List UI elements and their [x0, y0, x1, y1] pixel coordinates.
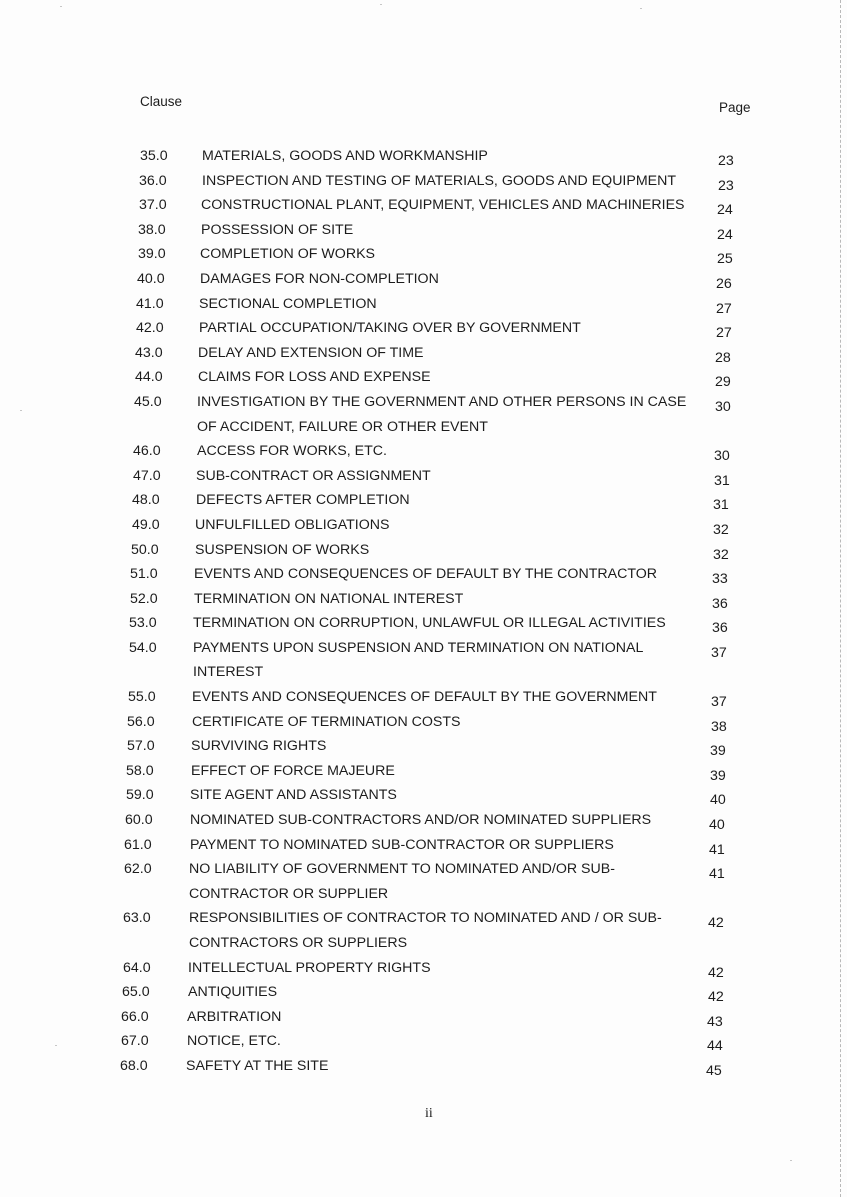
clause-number: 67.0 — [121, 1033, 149, 1050]
clause-number: 35.0 — [140, 148, 168, 164]
clause-number: 44.0 — [135, 369, 163, 386]
toc-entry — [0, 685, 847, 710]
toc-entry — [0, 193, 847, 218]
clause-title: EVENTS AND CONSEQUENCES OF DEFAULT BY THE CONTRACTOR — [194, 566, 658, 583]
scan-speck — [640, 8, 642, 9]
clause-title: MATERIALS, GOODS AND WORKMANSHIP — [202, 148, 488, 164]
clause-title: SURVIVING RIGHTS — [191, 738, 327, 755]
clause-page-number: 36 — [712, 595, 728, 612]
toc-entry — [0, 636, 847, 685]
clause-page-number: 41 — [709, 841, 725, 858]
scan-speck — [60, 6, 62, 7]
toc-entry — [0, 759, 847, 784]
toc-entry — [0, 316, 847, 341]
clause-number: 37.0 — [139, 197, 167, 214]
table-of-contents — [0, 144, 847, 1079]
toc-entry — [0, 169, 847, 194]
clause-number: 56.0 — [127, 713, 155, 730]
clause-title: COMPLETION OF WORKS — [200, 246, 375, 263]
clause-number: 58.0 — [126, 762, 154, 779]
clause-number: 51.0 — [130, 566, 158, 583]
clause-number: 47.0 — [133, 467, 161, 484]
clause-number: 50.0 — [131, 541, 159, 558]
clause-page-number: 40 — [710, 792, 726, 809]
clause-page-number: 31 — [713, 497, 729, 514]
clause-title: EFFECT OF FORCE MAJEURE — [191, 762, 395, 779]
scan-speck — [380, 4, 382, 5]
toc-entry — [0, 783, 847, 808]
clause-number: 45.0 — [134, 393, 162, 410]
scan-speck — [790, 1160, 792, 1161]
clause-page-number: 39 — [710, 767, 726, 784]
clause-number: 60.0 — [125, 812, 153, 829]
clause-page-number: 24 — [717, 202, 733, 219]
toc-entry — [0, 538, 847, 563]
clause-page-number: 39 — [710, 743, 726, 760]
clause-page-number: 44 — [707, 1038, 723, 1055]
clause-number: 40.0 — [137, 270, 165, 287]
clause-page-number: 24 — [717, 226, 733, 243]
toc-entry — [0, 587, 847, 612]
clause-page-number: 32 — [713, 521, 729, 538]
clause-number: 66.0 — [121, 1008, 149, 1025]
toc-entry — [0, 267, 847, 292]
clause-number: 49.0 — [132, 516, 160, 533]
clause-page-number: 25 — [717, 251, 733, 268]
toc-entry — [0, 218, 847, 243]
clause-page-number: 31 — [714, 472, 730, 489]
clause-title: NOTICE, ETC. — [187, 1033, 281, 1050]
clause-page-number: 41 — [709, 866, 725, 883]
clause-number: 53.0 — [129, 615, 157, 632]
toc-entry — [0, 488, 847, 513]
clause-page-number: 27 — [716, 325, 732, 342]
clause-number: 55.0 — [128, 689, 156, 706]
clause-page-number: 42 — [708, 989, 724, 1006]
clause-column-header: Clause — [140, 94, 183, 109]
clause-title: NO LIABILITY OF GOVERNMENT TO NOMINATED AND/OR SUB-CONTRACTOR OR SUPPLIER — [189, 861, 615, 902]
clause-title: NOMINATED SUB-CONTRACTORS AND/OR NOMINATED SUPPLIERS — [190, 812, 652, 829]
clause-title: PAYMENT TO NOMINATED SUB-CONTRACTOR OR SUPPLIERS — [190, 836, 614, 853]
clause-title: TERMINATION ON NATIONAL INTEREST — [194, 590, 464, 607]
clause-number: 36.0 — [139, 172, 167, 189]
clause-title: DELAY AND EXTENSION OF TIME — [198, 344, 424, 361]
page-number: ii — [425, 1106, 433, 1121]
page-column-header: Page — [719, 100, 751, 115]
clause-number: 59.0 — [126, 787, 154, 804]
clause-page-number: 30 — [714, 448, 730, 465]
toc-entry — [0, 1005, 847, 1030]
clause-number: 63.0 — [123, 910, 151, 927]
clause-page-number: 42 — [708, 915, 724, 932]
clause-title: CERTIFICATE OF TERMINATION COSTS — [192, 713, 461, 730]
clause-title: DEFECTS AFTER COMPLETION — [196, 492, 410, 509]
clause-title: RESPONSIBILITIES OF CONTRACTOR TO NOMINATED AND / OR SUB-CONTRACTORS OR SUPPLIERS — [189, 910, 662, 951]
clause-title: DAMAGES FOR NON-COMPLETION — [200, 270, 439, 287]
toc-entry — [0, 365, 847, 390]
clause-page-number: 40 — [709, 817, 725, 834]
toc-entry — [0, 611, 847, 636]
clause-title: INSPECTION AND TESTING OF MATERIALS, GOODS AND EQUIPMENT — [202, 172, 677, 189]
toc-entry — [0, 980, 847, 1005]
toc-entry — [0, 513, 847, 538]
clause-number: 57.0 — [127, 738, 155, 755]
toc-entry — [0, 242, 847, 267]
toc-entry — [0, 857, 847, 906]
toc-entry — [0, 956, 847, 981]
clause-page-number: 32 — [713, 546, 729, 563]
clause-number: 68.0 — [120, 1057, 148, 1074]
clause-number: 43.0 — [135, 344, 163, 361]
toc-entry — [0, 1054, 847, 1079]
clause-title: SECTIONAL COMPLETION — [199, 295, 377, 312]
clause-number: 39.0 — [138, 246, 166, 263]
toc-entry — [0, 906, 847, 955]
clause-title: INTELLECTUAL PROPERTY RIGHTS — [188, 959, 431, 976]
clause-number: 61.0 — [124, 836, 152, 853]
clause-title: PARTIAL OCCUPATION/TAKING OVER BY GOVERNMENT — [199, 320, 581, 337]
toc-entry — [0, 1029, 847, 1054]
toc-entry — [0, 464, 847, 489]
clause-title: EVENTS AND CONSEQUENCES OF DEFAULT BY THE GOVERNMENT — [192, 689, 657, 706]
clause-page-number: 30 — [715, 398, 731, 415]
clause-title: CLAIMS FOR LOSS AND EXPENSE — [198, 369, 431, 386]
toc-entry — [0, 562, 847, 587]
clause-title: INVESTIGATION BY THE GOVERNMENT AND OTHER PERSONS IN CASE OF ACCIDENT, FAILURE OR OTHER EVENT — [197, 393, 687, 435]
toc-entry — [0, 390, 847, 439]
clause-page-number: 45 — [706, 1062, 722, 1079]
clause-title: POSSESSION OF SITE — [201, 221, 354, 238]
clause-title: SUSPENSION OF WORKS — [195, 541, 370, 558]
toc-entry — [0, 341, 847, 366]
clause-title: ARBITRATION — [187, 1008, 282, 1025]
clause-page-number: 42 — [708, 964, 724, 981]
toc-entry — [0, 734, 847, 759]
clause-title: UNFULFILLED OBLIGATIONS — [195, 516, 390, 533]
clause-title: ACCESS FOR WORKS, ETC. — [197, 443, 387, 460]
clause-page-number: 37 — [711, 694, 727, 711]
clause-page-number: 23 — [718, 177, 734, 194]
toc-entry — [0, 710, 847, 735]
clause-title: SITE AGENT AND ASSISTANTS — [190, 787, 397, 804]
clause-page-number: 33 — [712, 571, 728, 588]
toc-entry — [0, 808, 847, 833]
clause-page-number: 43 — [707, 1013, 723, 1030]
clause-title: CONSTRUCTIONAL PLANT, EQUIPMENT, VEHICLES AND MACHINERIES — [201, 197, 685, 214]
clause-page-number: 27 — [716, 300, 732, 317]
clause-number: 42.0 — [136, 320, 164, 337]
clause-number: 52.0 — [130, 590, 158, 607]
toc-entry — [0, 439, 847, 464]
clause-page-number: 38 — [711, 718, 727, 735]
clause-number: 62.0 — [124, 861, 152, 878]
clause-number: 38.0 — [138, 221, 166, 238]
clause-title: TERMINATION ON CORRUPTION, UNLAWFUL OR ILLEGAL ACTIVITIES — [193, 615, 666, 632]
clause-title: SUB-CONTRACT OR ASSIGNMENT — [196, 467, 431, 484]
toc-entry — [0, 144, 847, 169]
clause-title: SAFETY AT THE SITE — [186, 1057, 329, 1074]
clause-page-number: 28 — [715, 349, 731, 366]
clause-number: 46.0 — [133, 443, 161, 460]
clause-title: ANTIQUITIES — [188, 984, 278, 1001]
clause-title: PAYMENTS UPON SUSPENSION AND TERMINATION ON NATIONAL INTEREST — [193, 639, 643, 681]
clause-page-number: 26 — [716, 275, 732, 292]
toc-entry — [0, 292, 847, 317]
clause-page-number: 37 — [711, 644, 727, 661]
toc-entry — [0, 833, 847, 858]
clause-number: 64.0 — [123, 959, 151, 976]
clause-number: 54.0 — [129, 639, 157, 656]
clause-page-number: 29 — [715, 374, 731, 391]
clause-number: 48.0 — [132, 492, 160, 509]
clause-number: 65.0 — [122, 984, 150, 1001]
clause-page-number: 36 — [712, 620, 728, 637]
clause-page-number: 23 — [718, 153, 734, 169]
clause-number: 41.0 — [136, 295, 164, 312]
